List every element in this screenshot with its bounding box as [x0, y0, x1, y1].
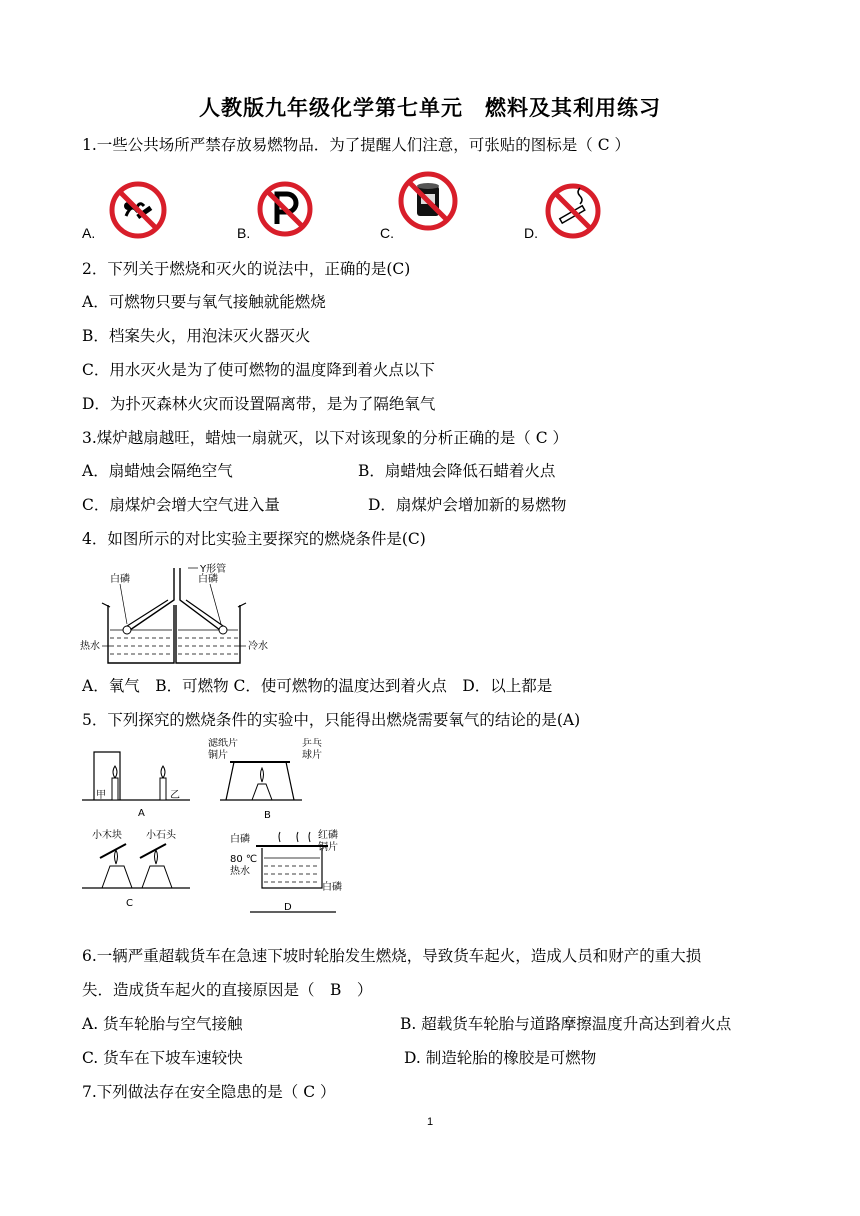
q5-b-pingpong-label-1: 乒乓	[302, 738, 322, 749]
q5-d-label: D	[284, 902, 292, 913]
no-smoking-sign-icon	[544, 182, 602, 240]
q2-option-d: D．为扑灭森林火灾而设置隔离带，是为了隔绝氧气	[82, 395, 436, 413]
q2-option-c: C．用水灭火是为了使可燃物的温度降到着火点以下	[82, 361, 435, 379]
q5-d-white-label: 白磷	[230, 834, 250, 845]
q4-left-phosphorus-label: 白磷	[110, 574, 130, 585]
q5-b-filter-label: 滤纸片	[208, 738, 238, 749]
q1-option-c-label: C.	[380, 225, 394, 241]
q5-c-stone-label: 小石头	[146, 830, 176, 841]
q5-b-label: B	[264, 810, 271, 821]
q2-stem: 2．下列关于燃烧和灭火的说法中，正确的是(C)	[82, 260, 411, 278]
q5-d-copper-label: 铜片	[318, 842, 338, 853]
q3-option-a: A．扇蜡烛会隔绝空气	[82, 462, 233, 480]
q3-option-d: D．扇煤炉会增加新的易燃物	[368, 496, 567, 514]
q5-d-temp-label: 80 ℃	[230, 854, 258, 865]
q4-options: A．氧气 B．可燃物 C．使可燃物的温度达到着火点 D．以上都是	[82, 677, 553, 695]
q5-d-hot-label: 热水	[230, 866, 250, 877]
q4-cold-water-label: 冷水	[248, 641, 268, 652]
q5-c-wood-label: 小木块	[92, 830, 122, 841]
q5-b-copper-label: 铜片	[208, 750, 228, 761]
q6-option-b: B. 超载货车轮胎与道路摩擦温度升高达到着火点	[400, 1015, 732, 1033]
q5-a-right-label: 乙	[170, 790, 180, 801]
q5-a-left-label: 甲	[96, 790, 106, 801]
q3-option-b: B．扇蜡烛会降低石蜡着火点	[358, 462, 556, 480]
q4-y-tube-diagram	[80, 560, 280, 670]
q6-option-a: A. 货车轮胎与空气接触	[82, 1015, 243, 1033]
q5-c-label: C	[126, 898, 133, 909]
page-title: 人教版九年级化学第七单元 燃料及其利用练习	[199, 95, 661, 120]
q1-option-b-label: B.	[237, 225, 251, 241]
q2-option-a: A．可燃物只要与氧气接触就能燃烧	[82, 293, 326, 311]
q6-stem-line2: 失．造成货车起火的直接原因是（ B ）	[82, 981, 373, 999]
q5-experiment-diagrams	[80, 738, 360, 918]
q1-stem: 1.一些公共场所严禁存放易燃物品．为了提醒人们注意，可张贴的图标是（ C ）	[82, 136, 631, 154]
q4-stem: 4．如图所示的对比实验主要探究的燃烧条件是(C)	[82, 530, 426, 548]
q3-option-c: C．扇煤炉会增大空气进入量	[82, 496, 280, 514]
q5-a-label: A	[138, 808, 145, 819]
q2-option-b: B．档案失火，用泡沫灭火器灭火	[82, 327, 311, 345]
q6-stem-line1: 6.一辆严重超载货车在急速下坡时轮胎发生燃烧，导致货车起火，造成人员和财产的重大损	[82, 947, 702, 965]
q5-d-white2-label: 白磷	[322, 882, 342, 893]
q5-d-red-label: 红磷	[318, 830, 338, 841]
no-fireworks-sign-icon	[108, 180, 168, 240]
q5-stem: 5．下列探究的燃烧条件的实验中，只能得出燃烧需要氧气的结论的是(A)	[82, 711, 581, 729]
no-flammable-storage-sign-icon	[397, 168, 459, 234]
q4-ytube-label: Y形管	[200, 564, 227, 575]
q1-option-d-label: D.	[524, 225, 538, 241]
q5-b-pingpong-label-2: 球片	[302, 750, 322, 761]
q4-hot-water-label: 热水	[80, 641, 100, 652]
q6-option-d: D. 制造轮胎的橡胶是可燃物	[404, 1049, 597, 1067]
q3-stem: 3.煤炉越扇越旺，蜡烛一扇就灭，以下对该现象的分析正确的是（ C ）	[82, 429, 569, 447]
no-parking-sign-icon	[256, 180, 314, 238]
q7-stem: 7.下列做法存在安全隐患的是（ C ）	[82, 1083, 336, 1101]
q6-option-c: C. 货车在下坡车速较快	[82, 1049, 243, 1067]
page-number: 1	[426, 1116, 434, 1128]
q4-right-phosphorus-label: 白磷	[198, 574, 218, 585]
q1-option-a-label: A.	[82, 225, 96, 241]
